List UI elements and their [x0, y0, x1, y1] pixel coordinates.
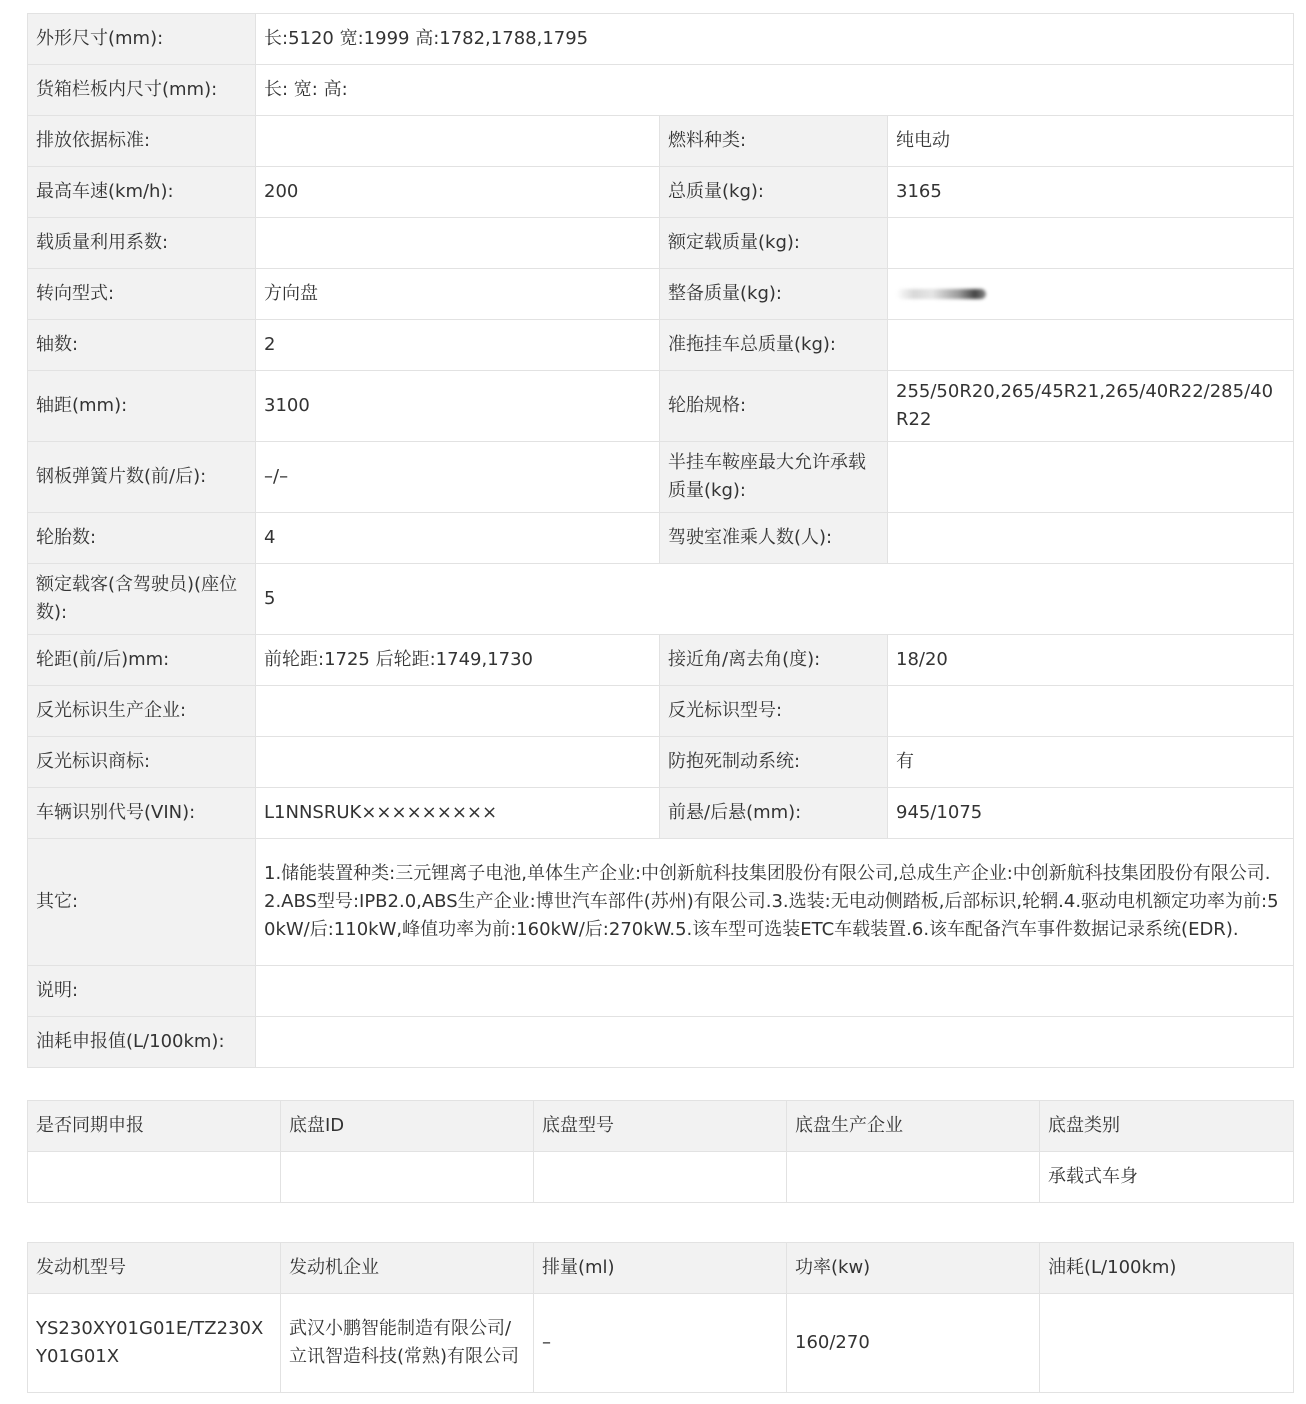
engine-cell: –: [534, 1294, 787, 1393]
track-value: 前轮距:1725 后轮距:1749,1730: [256, 635, 660, 686]
leaf-spring-value: –/–: [256, 442, 660, 513]
cargo-dims-value: 长: 宽: 高:: [256, 65, 1294, 116]
other-value: 1.储能装置种类:三元锂离子电池,单体生产企业:中创新航科技集团股份有限公司,总成生产企业:中创新航科技集团股份有限公司.2.ABS型号:IPB2.0,ABS生产企业:博世汽车部件(苏州)有限公司.3.选装:无电动侧踏板,后部标识,轮辋.4.驱动电机额定功率为前:50kW/后:110kW,峰值功率为前:160kW/后:270kW.5.该车型可选装ETC车载装置.6.该车配备汽车事件数据记录系统(EDR).: [256, 839, 1294, 966]
reflector-maker-label: 反光标识生产企业:: [28, 686, 256, 737]
chassis-header: 底盘型号: [534, 1101, 787, 1152]
overhang-value: 945/1075: [888, 788, 1294, 839]
engine-cell: [1040, 1294, 1294, 1393]
curb-mass-label: 整备质量(kg):: [660, 269, 888, 320]
tire-count-label: 轮胎数:: [28, 513, 256, 564]
chassis-cell: [281, 1152, 534, 1203]
overhang-label: 前悬/后悬(mm):: [660, 788, 888, 839]
engine-header: 油耗(L/100km): [1040, 1243, 1294, 1294]
tire-count-value: 4: [256, 513, 660, 564]
rated-load-value: [888, 218, 1294, 269]
reflector-brand-label: 反光标识商标:: [28, 737, 256, 788]
reflector-model-label: 反光标识型号:: [660, 686, 888, 737]
chassis-header: 底盘生产企业: [787, 1101, 1040, 1152]
curb-mass-value: [888, 269, 1294, 320]
reflector-brand-value: [256, 737, 660, 788]
chassis-table: [27, 1100, 1294, 1203]
emission-standard-label: 排放依据标准:: [28, 116, 256, 167]
passengers-label: 额定载客(含驾驶员)(座位数):: [28, 564, 256, 635]
vin-value: L1NNSRUK×××××××××: [256, 788, 660, 839]
passengers-value: 5: [256, 564, 1294, 635]
tire-spec-value: 255/50R20,265/45R21,265/40R22/285/40R22: [888, 371, 1294, 442]
axles-label: 轴数:: [28, 320, 256, 371]
fuel-type-label: 燃料种类:: [660, 116, 888, 167]
engine-cell: 武汉小鹏智能制造有限公司/立讯智造科技(常熟)有限公司: [281, 1294, 534, 1393]
load-utilization-label: 载质量利用系数:: [28, 218, 256, 269]
dims-value: 长:5120 宽:1999 高:1782,1788,1795: [256, 14, 1294, 65]
other-label: 其它:: [28, 839, 256, 966]
tire-spec-label: 轮胎规格:: [660, 371, 888, 442]
chassis-header: 底盘ID: [281, 1101, 534, 1152]
cab-capacity-label: 驾驶室准乘人数(人):: [660, 513, 888, 564]
chassis-cell: [28, 1152, 281, 1203]
saddle-load-label: 半挂车鞍座最大允许承载质量(kg):: [660, 442, 888, 513]
total-mass-label: 总质量(kg):: [660, 167, 888, 218]
leaf-spring-label: 钢板弹簧片数(前/后):: [28, 442, 256, 513]
cab-capacity-value: [888, 513, 1294, 564]
rated-load-label: 额定载质量(kg):: [660, 218, 888, 269]
wheelbase-value: 3100: [256, 371, 660, 442]
engine-header: 发动机企业: [281, 1243, 534, 1294]
chassis-header: 是否同期申报: [28, 1101, 281, 1152]
engine-cell: YS230XY01G01E/TZ230XY01G01X: [28, 1294, 281, 1393]
track-label: 轮距(前/后)mm:: [28, 635, 256, 686]
fuel-consumption-label: 油耗申报值(L/100km):: [28, 1017, 256, 1068]
trailer-mass-value: [888, 320, 1294, 371]
engine-header: 排量(ml): [534, 1243, 787, 1294]
chassis-cell: 承载式车身: [1040, 1152, 1294, 1203]
approach-angle-value: 18/20: [888, 635, 1294, 686]
redacted-blur: [896, 289, 986, 299]
axles-value: 2: [256, 320, 660, 371]
cargo-dims-label: 货箱栏板内尺寸(mm):: [28, 65, 256, 116]
reflector-model-value: [888, 686, 1294, 737]
saddle-load-value: [888, 442, 1294, 513]
wheelbase-label: 轴距(mm):: [28, 371, 256, 442]
chassis-cell: [787, 1152, 1040, 1203]
total-mass-value: 3165: [888, 167, 1294, 218]
max-speed-label: 最高车速(km/h):: [28, 167, 256, 218]
engine-table: [27, 1242, 1294, 1393]
dims-label: 外形尺寸(mm):: [28, 14, 256, 65]
emission-standard-value: [256, 116, 660, 167]
steering-value: 方向盘: [256, 269, 660, 320]
approach-angle-label: 接近角/离去角(度):: [660, 635, 888, 686]
load-utilization-value: [256, 218, 660, 269]
abs-label: 防抱死制动系统:: [660, 737, 888, 788]
engine-cell: 160/270: [787, 1294, 1040, 1393]
fuel-consumption-value: [256, 1017, 1294, 1068]
fuel-type-value: 纯电动: [888, 116, 1294, 167]
reflector-maker-value: [256, 686, 660, 737]
vin-label: 车辆识别代号(VIN):: [28, 788, 256, 839]
abs-value: 有: [888, 737, 1294, 788]
note-label: 说明:: [28, 966, 256, 1017]
max-speed-value: 200: [256, 167, 660, 218]
note-value: [256, 966, 1294, 1017]
engine-header: 发动机型号: [28, 1243, 281, 1294]
engine-header: 功率(kw): [787, 1243, 1040, 1294]
spec-table: [27, 13, 1294, 1068]
trailer-mass-label: 准拖挂车总质量(kg):: [660, 320, 888, 371]
chassis-header: 底盘类别: [1040, 1101, 1294, 1152]
chassis-cell: [534, 1152, 787, 1203]
steering-label: 转向型式:: [28, 269, 256, 320]
